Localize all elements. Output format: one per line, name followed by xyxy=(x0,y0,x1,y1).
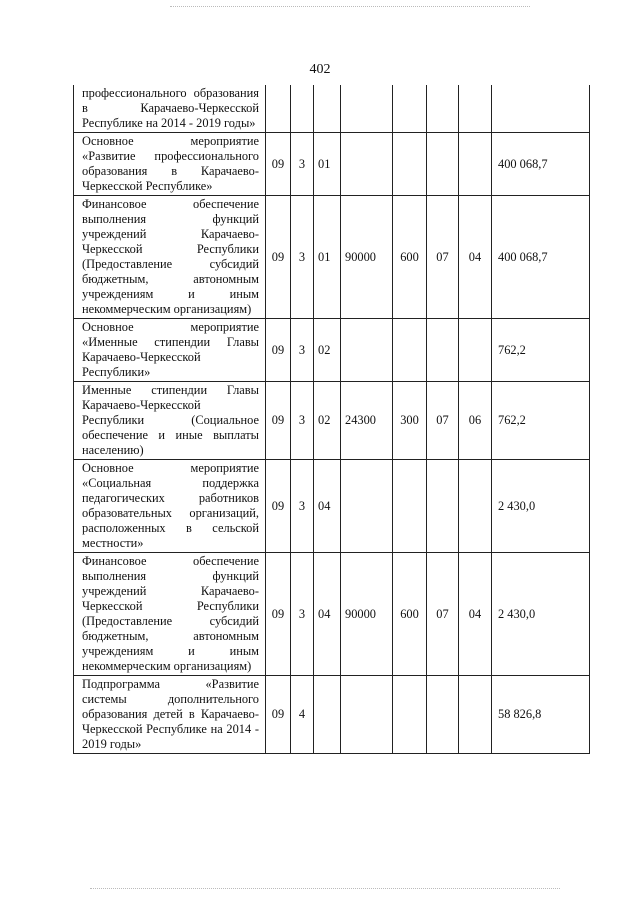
cell-subprogram: 01 xyxy=(314,196,341,319)
cell-section: 09 xyxy=(266,319,291,382)
cell-subsection xyxy=(459,676,492,754)
cell-expense-type xyxy=(393,319,427,382)
cell-section: 09 xyxy=(266,676,291,754)
cell-program: 3 xyxy=(291,196,314,319)
cell-amount: 400 068,7 xyxy=(492,133,590,196)
cell-direction xyxy=(341,676,393,754)
cell-expense-type xyxy=(393,460,427,553)
cell-chapter: 07 xyxy=(427,196,459,319)
cell-chapter: 07 xyxy=(427,382,459,460)
cell-section: 09 xyxy=(266,553,291,676)
cell-subsection: 04 xyxy=(459,196,492,319)
cell-name: профессионального образования в Карачаево-Черкесской Республике на 2014 - 2019 годы» xyxy=(74,85,266,133)
cell-amount: 58 826,8 xyxy=(492,676,590,754)
cell-section: 09 xyxy=(266,133,291,196)
cell-section xyxy=(266,85,291,133)
cell-subprogram: 01 xyxy=(314,133,341,196)
page-number: 402 xyxy=(309,62,331,77)
cell-program: 3 xyxy=(291,133,314,196)
cell-direction: 24300 xyxy=(341,382,393,460)
cell-direction: 90000 xyxy=(341,196,393,319)
cell-chapter xyxy=(427,460,459,553)
cell-subprogram: 02 xyxy=(314,319,341,382)
cell-expense-type xyxy=(393,676,427,754)
table-row xyxy=(74,319,590,382)
cell-expense-type: 600 xyxy=(393,196,427,319)
cell-subsection: 06 xyxy=(459,382,492,460)
table-body xyxy=(74,85,590,754)
cell-direction: 90000 xyxy=(341,553,393,676)
cell-section: 09 xyxy=(266,196,291,319)
scan-artifact-bottom xyxy=(90,888,560,891)
cell-section: 09 xyxy=(266,460,291,553)
cell-name: Основное мероприятие «Развитие профессионального образования в Карачаево-Черкесской Республике» xyxy=(74,133,266,196)
table-row xyxy=(74,382,590,460)
cell-direction xyxy=(341,460,393,553)
cell-subsection: 04 xyxy=(459,553,492,676)
cell-subprogram: 04 xyxy=(314,553,341,676)
cell-direction xyxy=(341,319,393,382)
cell-name: Финансовое обеспечение выполнения функций учреждений Карачаево-Черкесской Республики (Предоставление субсидий бюджетным, автономным учреждениям и иным некоммерческим организациям) xyxy=(74,196,266,319)
budget-table xyxy=(73,85,590,754)
cell-subsection xyxy=(459,319,492,382)
scan-artifact-top xyxy=(170,6,530,9)
cell-chapter: 07 xyxy=(427,553,459,676)
cell-program: 4 xyxy=(291,676,314,754)
cell-amount: 400 068,7 xyxy=(492,196,590,319)
cell-program: 3 xyxy=(291,319,314,382)
table-row xyxy=(74,85,590,133)
cell-name: Основное мероприятие «Именные стипендии Главы Карачаево-Черкесской Республики» xyxy=(74,319,266,382)
cell-name: Основное мероприятие «Социальная поддержка педагогических работников образовательных организаций, расположенных в сельской местности» xyxy=(74,460,266,553)
table-row xyxy=(74,133,590,196)
cell-expense-type: 600 xyxy=(393,553,427,676)
cell-expense-type: 300 xyxy=(393,382,427,460)
cell-amount: 762,2 xyxy=(492,319,590,382)
cell-expense-type xyxy=(393,85,427,133)
table-row xyxy=(74,196,590,319)
cell-chapter xyxy=(427,133,459,196)
cell-program xyxy=(291,85,314,133)
cell-subprogram xyxy=(314,676,341,754)
cell-chapter xyxy=(427,319,459,382)
cell-name: Именные стипендии Главы Карачаево-Черкесской Республики (Социальное обеспечение и иные выплаты населению) xyxy=(74,382,266,460)
cell-program: 3 xyxy=(291,460,314,553)
cell-chapter xyxy=(427,85,459,133)
cell-program: 3 xyxy=(291,382,314,460)
cell-name: Подпрограмма «Развитие системы дополнительного образования детей в Карачаево-Черкесской Республике на 2014 - 2019 годы» xyxy=(74,676,266,754)
cell-subsection xyxy=(459,85,492,133)
cell-subprogram: 02 xyxy=(314,382,341,460)
cell-name: Финансовое обеспечение выполнения функций учреждений Карачаево-Черкесской Республики (Предоставление субсидий бюджетным, автономным учреждениям и иным некоммерческим организациям) xyxy=(74,553,266,676)
table-row xyxy=(74,553,590,676)
cell-amount: 2 430,0 xyxy=(492,460,590,553)
cell-subsection xyxy=(459,460,492,553)
cell-amount: 762,2 xyxy=(492,382,590,460)
cell-expense-type xyxy=(393,133,427,196)
cell-chapter xyxy=(427,676,459,754)
cell-program: 3 xyxy=(291,553,314,676)
table-row xyxy=(74,676,590,754)
cell-amount xyxy=(492,85,590,133)
cell-direction xyxy=(341,133,393,196)
table-row xyxy=(74,460,590,553)
cell-subsection xyxy=(459,133,492,196)
cell-amount: 2 430,0 xyxy=(492,553,590,676)
cell-subprogram xyxy=(314,85,341,133)
cell-direction xyxy=(341,85,393,133)
cell-section: 09 xyxy=(266,382,291,460)
cell-subprogram: 04 xyxy=(314,460,341,553)
